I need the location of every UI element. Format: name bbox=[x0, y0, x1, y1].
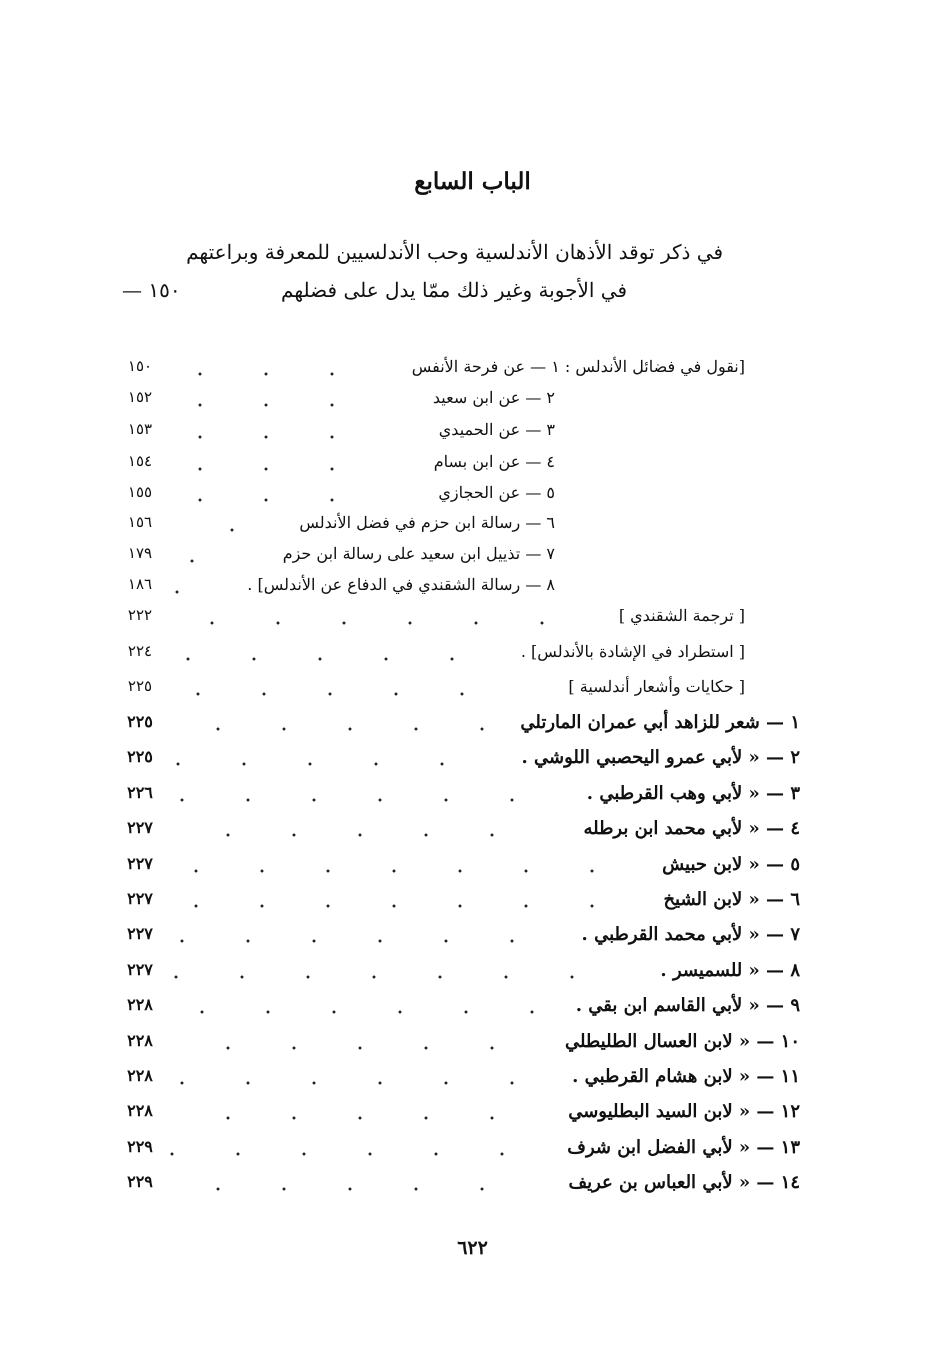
toc-poem-entry bbox=[0, 854, 945, 888]
dot-leader bbox=[170, 889, 625, 913]
toc-entry-title: ٧ — تذييل ابن سعيد على رسالة ابن حزم bbox=[282, 544, 555, 563]
toc-poem-title: ١٤ — « لأبي العباس بن عريف bbox=[568, 1172, 800, 1193]
dot-leader bbox=[170, 544, 225, 568]
dot-leader bbox=[170, 1172, 515, 1196]
toc-poem-entry bbox=[0, 995, 945, 1029]
toc-poem-title: ٢ — « لأبي عمرو اليحصبي اللوشي . bbox=[521, 747, 800, 768]
toc-poem-title: ١٣ — « لأبي الفضل ابن شرف bbox=[567, 1137, 800, 1158]
toc-poem-page: ٢٢٨ bbox=[127, 995, 153, 1014]
toc-entry bbox=[0, 575, 945, 605]
dot-leader bbox=[170, 818, 525, 842]
toc-poem-title: ١٢ — « لابن السيد البطليوسي bbox=[568, 1101, 800, 1122]
chapter-subtitle-line-1: في ذكر توقد الأذهان الأندلسية وحب الأندلسيين للمعرفة وبراعتهم bbox=[186, 240, 723, 264]
toc-entry bbox=[0, 452, 945, 482]
toc-entry-title: ٦ — رسالة ابن حزم في فضل الأندلس bbox=[299, 513, 555, 532]
dot-leader bbox=[170, 388, 365, 412]
toc-entry bbox=[0, 388, 945, 418]
dot-leader bbox=[170, 677, 495, 701]
toc-poem-title: ١ — شعر للزاهد أبي عمران المارتلي bbox=[520, 712, 800, 733]
toc-poem-page: ٢٢٧ bbox=[127, 889, 153, 908]
dot-leader bbox=[170, 483, 365, 507]
toc-poem-page: ٢٢٦ bbox=[127, 783, 153, 802]
dot-leader bbox=[170, 1031, 525, 1055]
toc-entry-page: ١٥٢ bbox=[127, 388, 153, 406]
dot-leader bbox=[170, 747, 475, 771]
toc-poem-page: ٢٢٨ bbox=[127, 1101, 153, 1120]
toc-entry bbox=[0, 606, 945, 636]
dot-leader bbox=[170, 995, 565, 1019]
toc-poem-page: ٢٢٧ bbox=[127, 960, 153, 979]
toc-poem-page: ٢٢٧ bbox=[127, 924, 153, 943]
toc-poem-page: ٢٢٨ bbox=[127, 1066, 153, 1085]
toc-poem-entry bbox=[0, 924, 945, 958]
toc-poem-title: ٥ — « لابن حبيش bbox=[662, 854, 800, 875]
toc-entry-title: ٤ — عن ابن بسام bbox=[433, 452, 555, 471]
dot-leader bbox=[170, 924, 545, 948]
dot-leader bbox=[170, 1137, 535, 1161]
toc-entry-page: ١٥٦ bbox=[127, 513, 153, 531]
dot-leader bbox=[170, 783, 545, 807]
toc-entry bbox=[0, 642, 945, 672]
toc-poem-entry bbox=[0, 960, 945, 994]
dot-leader bbox=[170, 854, 625, 878]
dot-leader bbox=[170, 357, 365, 381]
toc-entry-page: ١٥٣ bbox=[127, 420, 153, 438]
toc-poem-title: ٩ — « لأبي القاسم ابن بقي . bbox=[575, 995, 800, 1016]
chapter-page-range: ١٥٠ — bbox=[122, 278, 181, 302]
toc-poem-entry bbox=[0, 1172, 945, 1206]
toc-poem-title: ١٠ — « لابن العسال الطليطلي bbox=[564, 1031, 800, 1052]
toc-poem-page: ٢٢٩ bbox=[127, 1172, 153, 1191]
toc-poem-page: ٢٢٧ bbox=[127, 854, 153, 873]
toc-poem-entry bbox=[0, 818, 945, 852]
toc-entry bbox=[0, 677, 945, 707]
dot-leader bbox=[170, 960, 605, 984]
toc-entry-page: ٢٢٢ bbox=[127, 606, 153, 624]
toc-poem-title: ٦ — « لابن الشيخ bbox=[663, 889, 800, 910]
toc-poem-title: ١١ — « لابن هشام القرطبي . bbox=[572, 1066, 800, 1087]
toc-entry-title: ٢ — عن ابن سعيد bbox=[432, 388, 555, 407]
toc-poem-page: ٢٢٩ bbox=[127, 1137, 153, 1156]
toc-entry-page: ١٥٠ bbox=[127, 357, 153, 375]
toc-entry-title: [ حكايات وأشعار أندلسية ] bbox=[568, 677, 745, 696]
toc-entry-title: ٥ — عن الحجازي bbox=[438, 483, 555, 502]
toc-poem-entry bbox=[0, 889, 945, 923]
toc-poem-entry bbox=[0, 712, 945, 746]
toc-entry-page: ١٥٥ bbox=[127, 483, 153, 501]
dot-leader bbox=[170, 575, 210, 599]
toc-entry-title: [نقول في فضائل الأندلس : ١ — عن فرحة الأنفس bbox=[411, 357, 745, 376]
chapter-title: الباب السابع bbox=[414, 168, 531, 195]
toc-entry bbox=[0, 483, 945, 513]
dot-leader bbox=[170, 642, 485, 666]
toc-poem-title: ٧ — « لأبي محمد القرطبي . bbox=[581, 924, 800, 945]
dot-leader bbox=[170, 712, 515, 736]
toc-poem-entry bbox=[0, 1137, 945, 1171]
dot-leader bbox=[170, 1066, 545, 1090]
toc-poem-page: ٢٢٥ bbox=[127, 712, 153, 731]
toc-entry-title: ٣ — عن الحميدي bbox=[438, 420, 555, 439]
dot-leader bbox=[170, 513, 265, 537]
chapter-subtitle-line-2: في الأجوبة وغير ذلك ممّا يدل على فضلهم bbox=[281, 278, 627, 302]
toc-entry-title: [ استطراد في الإشادة بالأندلس] . bbox=[520, 642, 745, 661]
toc-poem-page: ٢٢٨ bbox=[127, 1031, 153, 1050]
toc-poem-entry bbox=[0, 1066, 945, 1100]
page-number: ٦٢٢ bbox=[457, 1237, 488, 1259]
toc-entry bbox=[0, 513, 945, 543]
toc-entry-title: [ ترجمة الشقندي ] bbox=[618, 606, 745, 625]
toc-poem-title: ٨ — « للسميسر . bbox=[660, 960, 800, 981]
toc-poem-entry bbox=[0, 1031, 945, 1065]
dot-leader bbox=[170, 420, 365, 444]
toc-poem-page: ٢٢٧ bbox=[127, 818, 153, 837]
toc-poem-entry bbox=[0, 783, 945, 817]
toc-entry-page: ١٨٦ bbox=[127, 575, 153, 593]
toc-entry bbox=[0, 544, 945, 574]
toc-entry-page: ٢٢٥ bbox=[127, 677, 153, 695]
dot-leader bbox=[170, 452, 365, 476]
toc-entry-page: ٢٢٤ bbox=[127, 642, 153, 660]
dot-leader bbox=[170, 606, 575, 630]
toc-poem-title: ٣ — « لأبي وهب القرطبي . bbox=[586, 783, 800, 804]
toc-poem-entry bbox=[0, 747, 945, 781]
toc-entry bbox=[0, 420, 945, 450]
toc-entry-page: ١٧٩ bbox=[127, 544, 153, 562]
toc-entry-page: ١٥٤ bbox=[127, 452, 153, 470]
toc-poem-entry bbox=[0, 1101, 945, 1135]
dot-leader bbox=[170, 1101, 525, 1125]
toc-poem-title: ٤ — « لأبي محمد ابن برطله bbox=[583, 818, 800, 839]
toc-entry-title: ٨ — رسالة الشقندي في الدفاع عن الأندلس] . bbox=[247, 575, 555, 594]
toc-entry bbox=[0, 357, 945, 387]
toc-poem-page: ٢٢٥ bbox=[127, 747, 153, 766]
